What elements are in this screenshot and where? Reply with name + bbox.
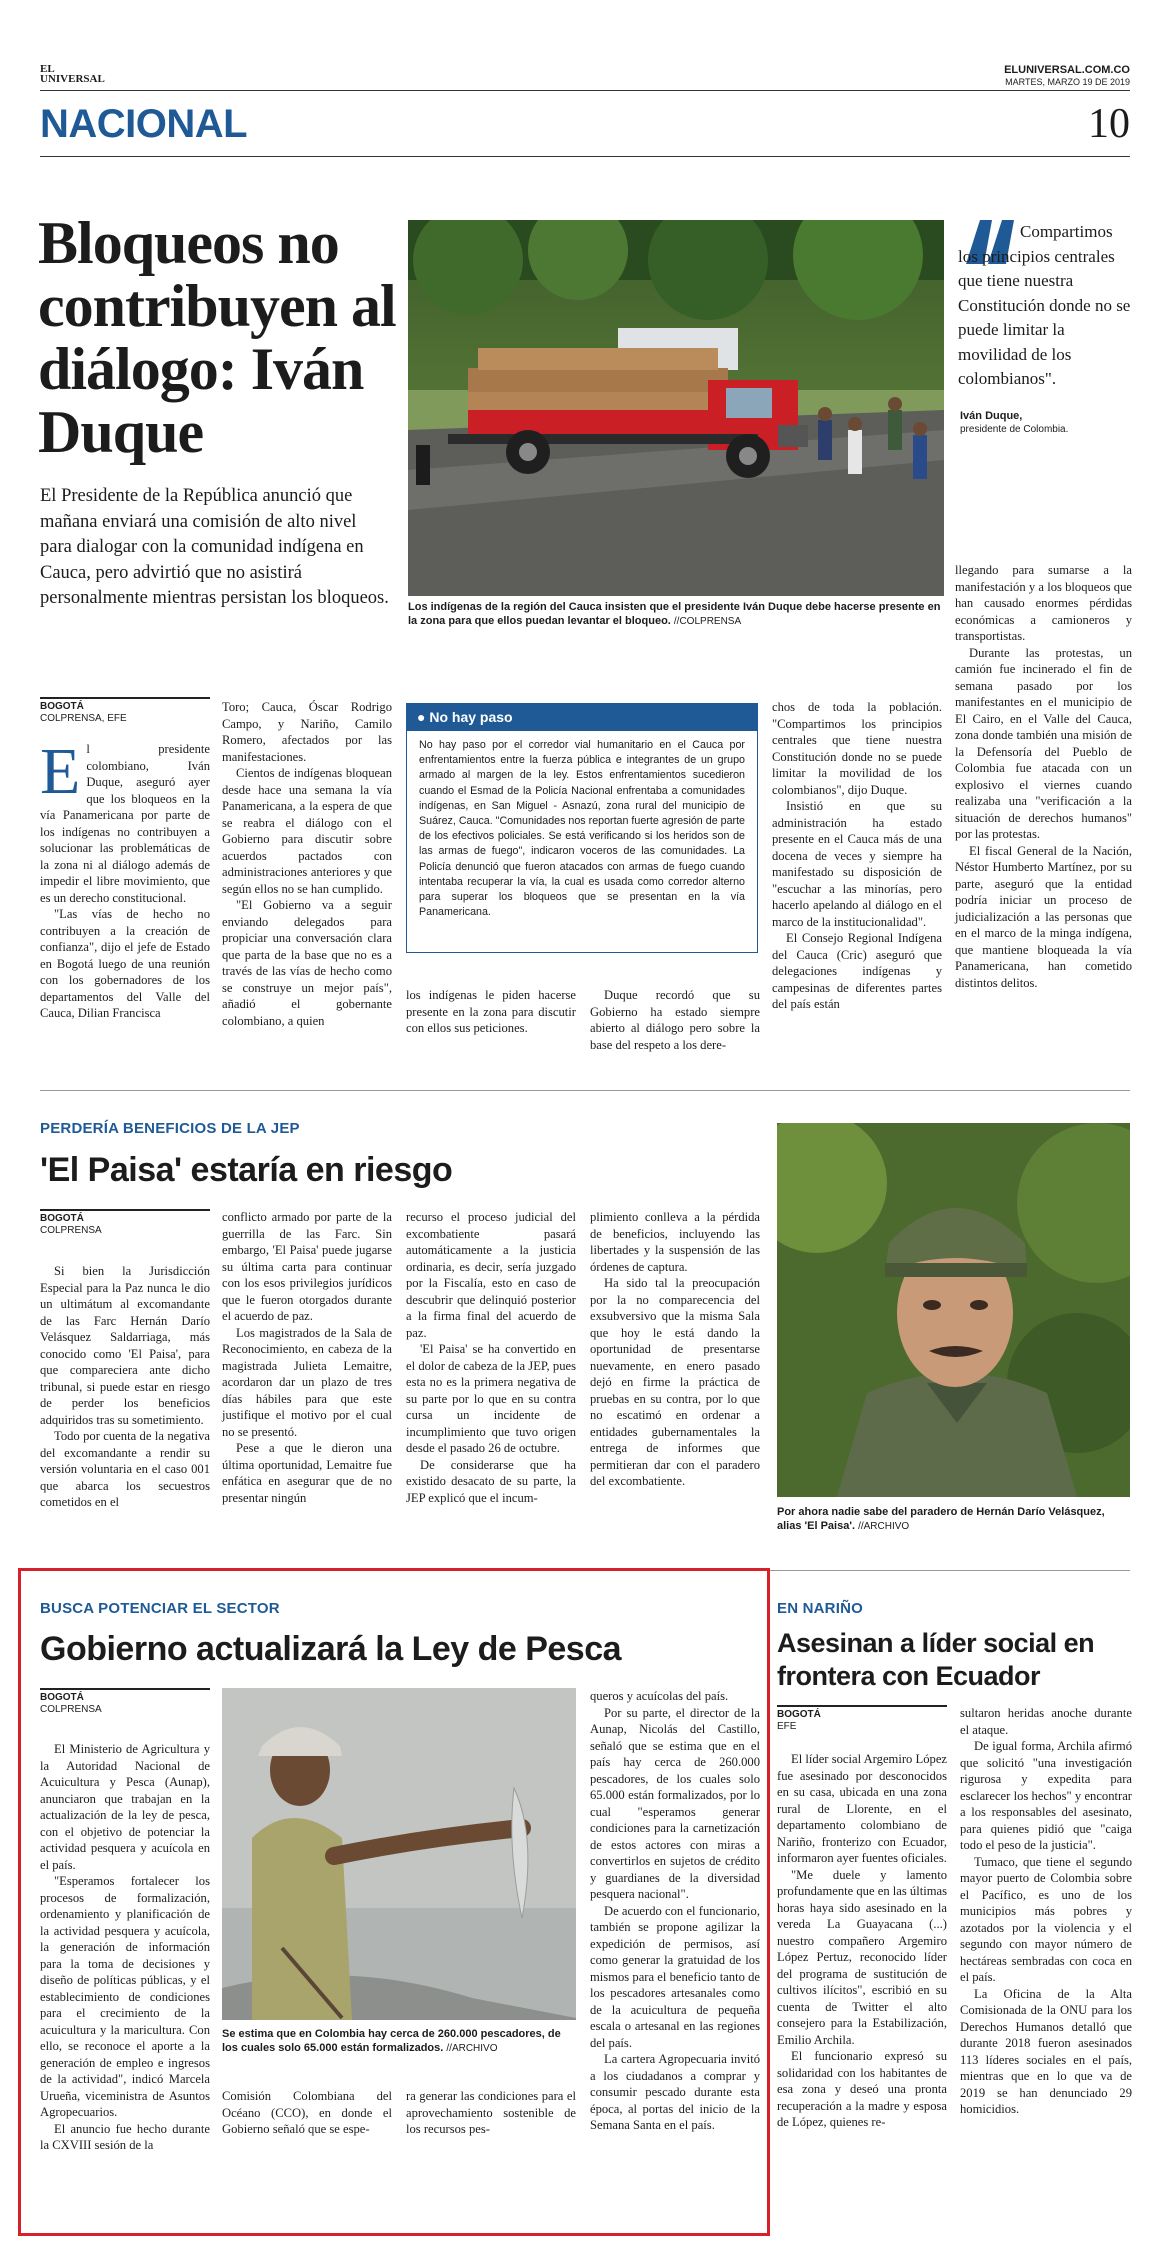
lead-col1-p2: "Las vías de hecho no contribuyen a la creación de confianza", dijo el jefe de Estado en Bogotá luego de una reunión con los gobernadores de los departamentos del Valle del Cauca, Dilian Francisca <box>40 907 210 1020</box>
lead-column-2 <box>222 699 392 1029</box>
lead-column-6: llegando para sumarse a la manifestación y a los bloqueos que han causado enormes pérdidas económicas a camioneros y transportistas. Durante las protestas, un camión fue incinerado el fin de semana pasado por los manifestantes en el municipio de El Cairo, en el Valle del Cauca, zona donde también una misión de la Defensoría del Pueblo de Colombia fue atacada con un explosivo el viernes cuando realizaba una "verificación a la situación de derechos humanos" por las protestas. El fiscal General de la Nación, Néstor Humberto Martínez, por su parte, aseguró que la entidad podría iniciar un proceso de judicialización a las personas que en el marco de la minga indígena, que mantiene bloqueada la vía Panamericana, han cometido distintos delitos. <box>955 563 1132 990</box>
dropcap: E <box>40 735 81 808</box>
bullet-icon: ● <box>417 709 426 725</box>
portrait-image <box>777 1123 1130 1497</box>
narino-column-2: sultaron heridas anoche durante el ataque. De igual forma, Archila afirmó que solicitó "una investigación rigurosa y expedita para esclarecer los hechos" y encontrar a los responsables del asesinato, para quienes pidió que "caiga todo el peso de la justicia". Tumaco, que tiene el segundo mayor puerto de Colombia sobre el Pacífico, es uno de los municipios más pobres y azotados por la violencia y el segundo con mayor número de hectáreas sembradas con coca en el país. La Oficina de la Alta Comisionada de la ONU para los Derechos Humanos detalló que durante 2018 fueron asesinados 113 líderes sociales en el país, mientras que en lo que va de 2019 se han denunciado 29 homicidios. <box>960 1706 1132 2116</box>
story-divider-1 <box>40 1090 1130 1091</box>
paisa-dateline: BOGOTÁ COLPRENSA <box>40 1209 210 1237</box>
narino-dateline: BOGOTÁ EFE <box>777 1705 947 1733</box>
paisa-photo <box>777 1123 1130 1497</box>
lead-headline: Bloqueos no contribuyen al diálogo: Iván Duque <box>38 210 396 465</box>
lead-col2-p3: "El Gobierno va a seguir enviando delegados para propiciar una conversación clara que parta de la base que no es a través de las vías de hecho como se construye un mejor país", añadió el gobernante colombiano, a quien <box>222 898 392 1028</box>
pesca-photo-caption: Se estima que en Colombia hay cerca de 260.000 pescadores, de los cuales solo 65.000 están formalizados. //ARCHIVO <box>222 2028 561 2054</box>
lead-caption-credit: //COLPRENSA <box>673 616 742 627</box>
paisa-column-2: conflicto armado por parte de la guerrilla de las Farc. Sin embargo, 'El Paisa' puede jugarse su última carta para continuar con los esos privilegios jurídicos que le fueron otorgados durante el acuerdo de paz. Los magistrados de la Sala de Reconocimiento, en cabeza de la magistrada Julieta Lemaitre, acordaron dar un plazo de tres días hábiles para que este justifique el motivo por el cual no se presentó. Pese a que le dieron una última oportunidad, Lemaitre fue enfática en asegurar que de no presentar ningún <box>222 1210 392 1505</box>
sidebar-box-title: No hay paso <box>429 709 513 725</box>
paisa-headline: 'El Paisa' estaría en riesgo <box>40 1151 453 1189</box>
lead-col2-p2: Cientos de indígenas bloquean desde hace una semana la vía Panamericana, a la espera de que se reabra el diálogo con el Gobierno para discutir sobre acuerdos pactados con administraciones anteriores y que según ellos no se han cumplido. <box>222 766 392 896</box>
lead-column-1 <box>40 735 210 1022</box>
paisa-column-1: Si bien la Jurisdicción Especial para la Paz nunca le dio un ultimátum al excomandante de las Farc Hernán Darío Velásquez Saldarriaga, más conocido como 'El Paisa', para que compareciera ante dicho tribunal, si puede estar en riesgo de perder los beneficios adquiridos tras su sometimiento. Todo por cuenta de la negativa del excomandante a rendir su versión voluntaria en el caso 001 que abarca los secuestros cometidos en el <box>40 1264 210 1509</box>
pesca-column-4: queros y acuícolas del país. Por su parte, el director de la Aunap, Nicolás del Castillo, señaló que se estima que en el país hay cerca de 260.000 pescadores, de los cuales solo 65.000 están formalizados, por lo cual "esperamos generar condiciones para la carnetización de estos actores con miras a convertirlos en sujetos de crédito y guardianes de la diversidad pesquera nacional". De acuerdo con el funcionario, también se propone agilizar la expedición de permisos, así como generar la gratuidad de los mismos para el beneficio tanto de los pescadores artesanales como de la acuicultura de pequeña escala o artesanal en las regiones del país. La cartera Agropecuaria invitó a los ciudadanos a comprar y consumir pescado durante esta época, al portas del inicio de la Semana Santa en el país. <box>590 1689 760 2132</box>
lead-deck: El Presidente de la República anunció que mañana enviará una comisión de alto nivel para dialogar con la comunidad indígena en Cauca, pero advirtió que no asistirá personalmente mientras persistan los bloqueos. <box>40 486 389 608</box>
lead-caption-text: Los indígenas de la región del Cauca insisten que el presidente Iván Duque debe hacerse presente en la zona para que ellos puedan levantar el bloqueo. <box>408 601 941 627</box>
fisherman-image <box>222 1688 576 2020</box>
lead-column-4-tail: Duque recordó que su Gobierno ha estado siempre abierto al diálogo pero sobre la base del respeto a los dere- <box>590 988 760 1052</box>
masthead-rule <box>40 90 1130 91</box>
section-rule <box>40 156 1130 157</box>
dateline-agency: COLPRENSA, EFE <box>40 713 127 724</box>
pesca-photo <box>222 1688 576 2020</box>
narino-column-1: El líder social Argemiro López fue asesinado por desconocidos en su casa, ubicada en una zona rural de Llorente, en el departamento colombiano de Nariño, fronterizo con Ecuador, informaron ayer fuentes oficiales. "Me duele y lamento profundamente que en las últimas horas haya sido asesinado en la vereda La Guayacana (...) nuestro compañero Argemiro López Pertuz, reconocido líder del programa de sustitución de cultivos ilícitos", escribió en su cuenta de Twitter el alto consejero para la Estabilización, Emilio Archila. El funcionario expresó su solidaridad con los habitantes de esa zona y deseó una pronta recuperación a la madre y esposa de López, quienes re- <box>777 1752 947 2129</box>
lead-col2-p1: Toro; Cauca, Óscar Rodrigo Campo, y Nariño, Camilo Romero, afectados por las manifestaciones. <box>222 700 392 764</box>
pesca-column-3-tail: ra generar las condiciones para el aprovechamiento sostenible de los recursos pes- <box>406 2089 576 2136</box>
quote-author: Iván Duque, <box>960 410 1023 422</box>
truck-blockade-image <box>408 220 944 596</box>
paisa-photo-caption: Por ahora nadie sabe del paradero de Hernán Darío Velásquez, alias 'El Paisa'. //ARCHIVO <box>777 1506 1105 1532</box>
pull-quote: Compartimos los principios centrales que tiene nuestra Constitución donde no se puede limitar la movilidad de los colombianos". <box>958 222 1131 388</box>
section-name: NACIONAL <box>40 102 248 146</box>
issue-date: MARTES, MARZO 19 DE 2019 <box>1005 77 1130 87</box>
narino-kicker: EN NARIÑO <box>777 1600 863 1617</box>
pesca-kicker: BUSCA POTENCIAR EL SECTOR <box>40 1600 280 1617</box>
paisa-column-4: plimiento conlleva a la pérdida de beneficios, incluyendo las libertades y la suspensión de las órdenes de captura. Ha sido tal la preocupación por la no comparecencia del exsubversivo que la misma Sala que hoy le está dando la oportunidad de presentarse nuevamente, en enero pasado dejó en firme la práctica de pruebas en su contra, por lo que no escatimó en ordenar a entidades gubernamentales la entrega de informes que permitieran dar con el paradero del excombatiente. <box>590 1210 760 1488</box>
lead-photo <box>408 220 944 596</box>
lead-photo-caption <box>408 600 944 629</box>
sidebar-box-header <box>407 704 757 731</box>
paisa-kicker: PERDERÍA BENEFICIOS DE LA JEP <box>40 1120 300 1137</box>
logo: EL UNIVERSAL <box>40 63 105 85</box>
sidebar-box-text: No hay paso por el corredor vial humanitario en el Cauca por enfrentamientos entre la fuerza pública e integrantes de un grupo armado al margen de la ley. Estos enfrentamientos sucedieron cuando el Esmad de la Policía Nacional enfrentaba a comunidades indígenas, en San Miguel - Asnazú, zona rural del municipio de Suárez, Cauca. "Comunidades nos reportan fuerte agresión de parte de los efectivos policiales. Se está verificando si los heridos son de las armas de fuego", indicaron voceros de las comunidades. La Policía denunció que fueron atacados con armas de fuego cuando intentaba recuperar la vía, la cual es usada como corredor alterno para superar los bloqueos que se presentan en la vía Panamericana. <box>419 739 745 919</box>
pesca-column-2-tail: Comisión Colombiana del Océano (CCO), en donde el Gobierno señaló que se espe- <box>222 2089 392 2136</box>
site-url: ELUNIVERSAL.COM.CO <box>1004 64 1130 76</box>
lead-dateline <box>40 697 210 725</box>
paisa-column-3: recurso el proceso judicial del excombatiente pasará automáticamente a la justicia ordinaria, es decir, sería juzgado por la Fiscalía, esto en caso de descubrir que delinquió posterior a la firma final del acuerdo de paz. 'El Paisa' se ha convertido en el dolor de cabeza de la JEP, pues esta no es la primera negativa de su parte por lo que en su contra cursa un incidente de incumplimiento que tuvo origen desde el pasado 26 de octubre. De considerarse que ha existido desacato de su parte, la JEP explicó que el incum- <box>406 1210 576 1505</box>
page-number: 10 <box>1088 101 1130 147</box>
sidebar-box <box>406 703 758 953</box>
pesca-headline: Gobierno actualizará la Ley de Pesca <box>40 1630 622 1668</box>
dateline-city: BOGOTÁ <box>40 701 84 712</box>
pesca-dateline: BOGOTÁ COLPRENSA <box>40 1688 210 1716</box>
narino-headline: Asesinan a líder social en frontera con Ecuador <box>777 1628 1095 1691</box>
quote-role: presidente de Colombia. <box>960 424 1069 435</box>
pesca-column-1: El Ministerio de Agricultura y la Autoridad Nacional de Acuicultura y Pesca (Aunap), anunciaron que trabajan en la actualización de la ley de pesca, con el objetivo de potenciar la actividad pesquera y acuícola en el país. "Esperamos fortalecer los procesos de formalización, ordenamiento y planificación de la actividad pesquera y acuícola, la generación de información para la toma de decisiones y diseño de políticas públicas, y el establecimiento de condiciones para el crecimiento de la acuicultura y la maricultura. Con ello, se reconoce el aporte a la generación de empleo e ingresos de la actividad", indicó Marcela Urueña, viceministra de Asuntos Agropecuarios. El anuncio fue hecho durante la CXVIII sesión de la <box>40 1742 210 2152</box>
lead-column-3-tail: los indígenas le piden hacerse presente en la zona para discutir con ellos sus peticiones. <box>406 988 576 1035</box>
lead-col1-p1: El presidente colombiano, Iván Duque, aseguró ayer que los bloqueos en la vía Panamericana por parte de los indígenas no contribuyen a solucionar las problemáticas de la zona ni al diálogo además de impedir el libre movimiento, que es un derecho constitucional. <box>40 735 210 905</box>
lead-column-5: chos de toda la población. "Compartimos los principios centrales que tiene nuestra Constitución donde no se puede limitar la movilidad de los colombianos", dijo Duque. Insistió en que su administración ha estado presente en el Cauca más de una docena de veces y siempre ha manifestado su disposición de "escuchar a las minorías, pero hacerlo apelando al diálogo en el marco de la institucionalidad". El Consejo Regional Indígena del Cauca (Cric) aseguró que delegaciones indígenas y campesinas de diferentes partes del país están <box>772 700 942 1011</box>
